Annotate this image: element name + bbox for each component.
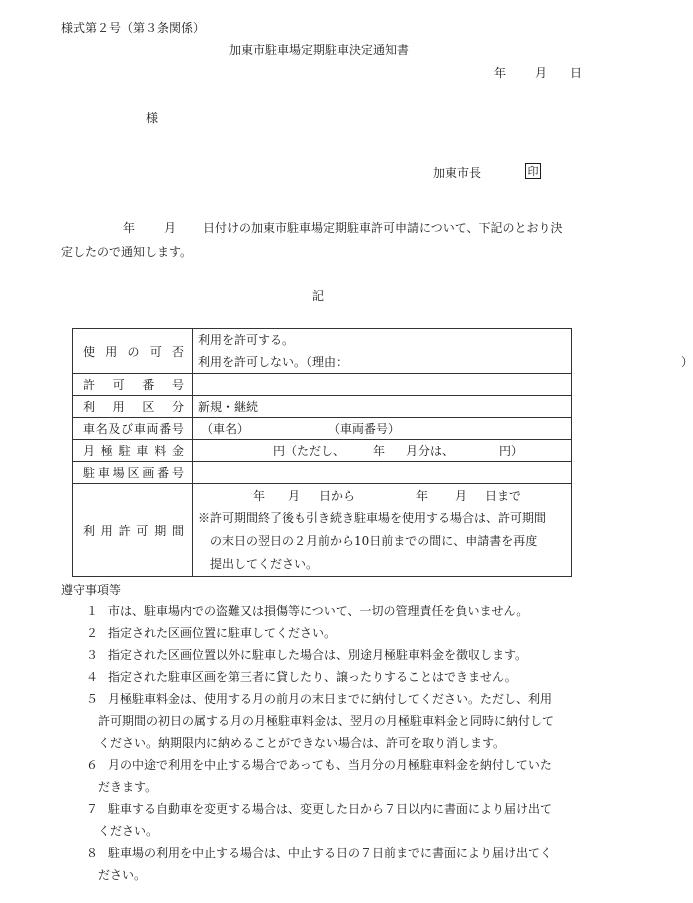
period-month-from: 月 [288,489,301,503]
period-note-line: ※許可期間終了後も引き続き駐車場を使用する場合は、許可期間 [198,511,547,525]
rule-text: 指定された駐車区画を第三者に貸したり、譲ったりすることはできません。 [108,670,517,684]
fee-yen: 円（ただし、 [273,444,346,458]
rule-text: ください。 [98,824,159,838]
row-label: 車 名 及 び 車 両 番 号 [83,422,184,436]
document-title: 加東市駐車場定期駐車決定通知書 [229,43,410,57]
rule-number: １ [86,604,99,618]
rule-item [86,666,586,688]
ki-heading: 記 [312,289,325,303]
table-row [73,462,572,484]
rule-item [86,688,586,754]
form-number: 様式第２号（第３条関係） [61,21,206,35]
rule-number: ５ [86,692,99,706]
rule-text: 駐車場の利用を中止する場合は、中止する日の７日前までに書面により届け出てく [108,846,553,860]
rule-text: 月極駐車料金は、使用する月の前月の末日までに納付してください。ただし、利用 [108,692,553,706]
intro-month: 月 [164,221,177,235]
table-row [73,374,572,396]
table-row [73,484,572,577]
period-year-from: 年 [253,489,266,503]
rule-item [86,644,586,666]
row-label: 月 極 駐 車 料 金 [83,444,184,458]
period-note-line: 提出してください。 [210,557,319,571]
seal-mark: 印 [525,163,541,179]
row-label: 駐 車 場 区 画 番 号 [83,466,184,480]
permit-denied: 利用を許可しない。（理由： [198,355,349,369]
rule-number: ２ [86,626,99,640]
table-row [73,418,572,440]
car-number-label: （車両番号） [328,422,401,436]
fee-yen-close: 円） [499,444,524,458]
rule-number: ３ [86,648,99,662]
intro-text-line1: 日付けの加東市駐車場定期駐車許可申請について、下記のとおり決 [203,221,563,235]
rule-item [86,842,586,886]
rule-number: ８ [86,846,99,860]
row-label: 利 用 区 分 [83,400,184,414]
period-day-from: 日から [319,489,356,503]
intro-year: 年 [123,221,136,235]
permit-granted: 利用を許可する。 [198,333,295,347]
rule-text: 許可期間の初日の属する月の月極駐車料金は、翌月の月極駐車料金と同時に納付して [98,714,555,728]
table-row [73,396,572,418]
permit-number-value [193,374,572,396]
rule-item [86,600,586,622]
permit-period-line [198,484,567,507]
period-year-to: 年 [416,489,429,503]
usage-category-value: 新規・継続 [193,396,572,418]
intro-text-line2: 定したので通知します。 [61,245,193,259]
rule-item [86,798,586,842]
fee-month: 月分は、 [406,444,455,458]
rule-item [86,622,586,644]
rule-number: ７ [86,802,99,816]
decision-table [72,328,693,577]
date-day: 日 [570,66,583,80]
space-number-value [193,462,572,484]
rule-item [86,754,586,798]
table-row [73,440,572,462]
rule-text: ださい。 [98,868,147,882]
date-year: 年 [494,66,507,80]
rule-text: 駐車する自動車を変更する場合は、変更した日から７日以内に書面により届け出て [108,802,553,816]
addressee-suffix: 様 [146,111,159,125]
fee-year: 年 [373,444,386,458]
table-row [73,329,572,374]
car-name-label: （車名） [201,422,250,436]
period-day-to: 日まで [485,489,522,503]
period-note-line: の末日の翌日の２月前から10日前までの間に、申請書を再度 [210,534,538,548]
rule-text: 市は、駐車場内での盗難又は損傷等について、一切の管理責任を負いません。 [108,604,529,618]
rule-number: ６ [86,758,99,772]
rules-list [86,600,586,886]
rule-text: 月の中途で利用を中止する場合であっても、当月分の月極駐車料金を納付していた [108,758,552,772]
rule-text: だきます。 [98,780,158,794]
issuer-name: 加東市長 [433,166,482,180]
period-month-to: 月 [455,489,468,503]
rule-text: 指定された区画位置以外に駐車した場合は、別途月極駐車料金を徴収します。 [108,648,528,662]
rule-number: ４ [86,670,99,684]
row-label: 使 用 の 可 否 [83,344,184,359]
rule-text: 指定された区画位置に駐車してください。 [108,626,337,640]
rules-heading: 遵守事項等 [61,583,122,597]
date-month: 月 [535,66,548,80]
row-label: 許 可 番 号 [83,378,184,392]
reason-close: ） [681,355,693,369]
row-label: 利 用 許 可 期 間 [83,523,184,538]
rule-text: ください。納期限内に納めることができない場合は、許可を取り消します。 [98,736,506,750]
